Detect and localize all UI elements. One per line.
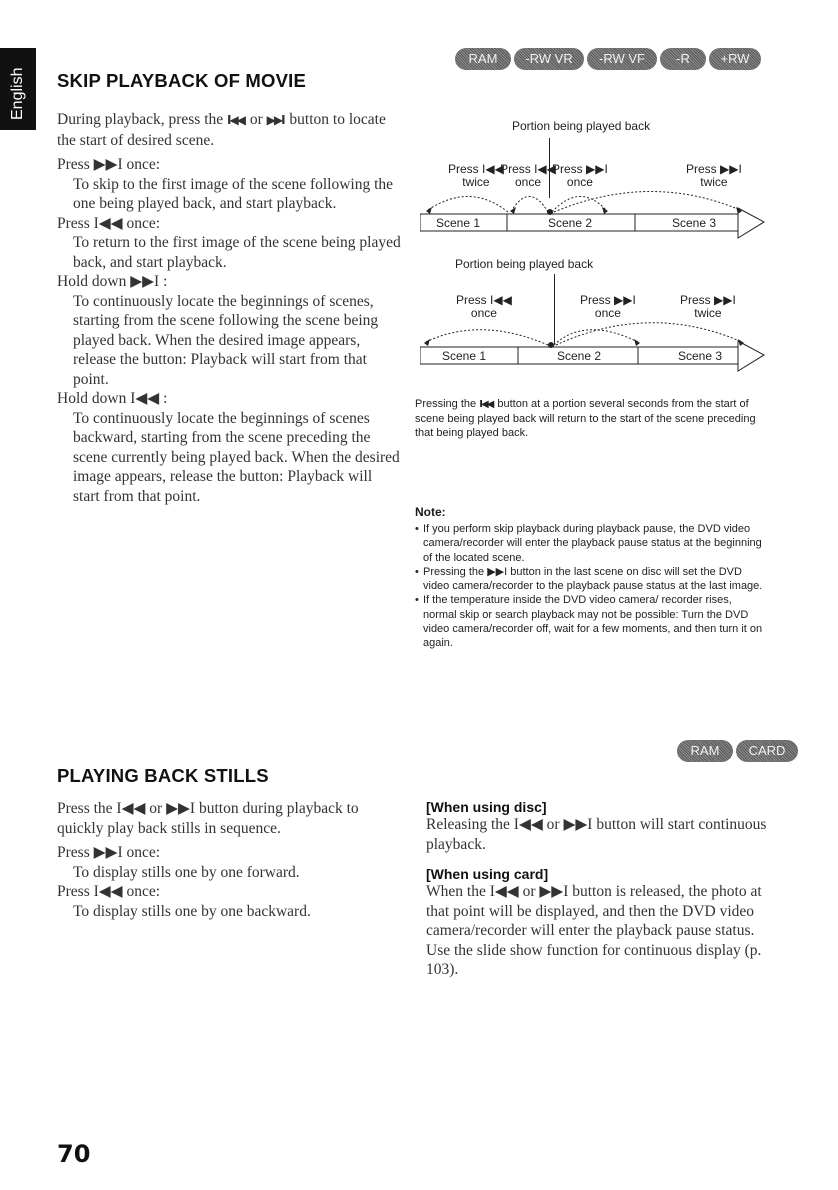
- diagram-label: Press I◀◀ once: [456, 293, 512, 320]
- media-type-badges: [677, 740, 798, 762]
- badge-r: -R: [660, 48, 706, 70]
- scene-label: Scene 2: [557, 349, 602, 363]
- item-label: Press ▶▶I once:: [57, 156, 161, 173]
- scene-strip-diagram: [420, 312, 775, 374]
- arrow-back-twice: [428, 196, 508, 212]
- item-label: Press I◀◀ once:: [57, 883, 161, 900]
- disc-text: Releasing the I◀◀ or ▶▶I button will start continuous playback.: [426, 816, 767, 853]
- item-description: To display stills one by one forward.: [73, 863, 300, 881]
- arrow-back-once: [512, 196, 548, 212]
- page-number: 70: [57, 1140, 91, 1168]
- note-list: [415, 522, 765, 651]
- disc-type-badges: [455, 48, 761, 70]
- diagram-label: Press ▶▶I once: [580, 293, 636, 320]
- playing-stills-body: [57, 799, 402, 921]
- scene-label: Scene 3: [678, 349, 723, 363]
- stills-release-info: [426, 799, 771, 980]
- next-button-icon: ▶▶I: [266, 113, 284, 127]
- item-label: Hold down I◀◀ :: [57, 390, 168, 407]
- card-text-slideshow: Use the slide show function for continuous display (p. 103).: [426, 941, 762, 978]
- scene-label: Scene 3: [672, 216, 717, 230]
- note-block: [415, 505, 765, 651]
- note-heading: Note:: [415, 505, 446, 519]
- skip-intro: During playback, press the I◀◀ or ▶▶I button to locate the start of desired scene.: [57, 111, 386, 149]
- prev-button-icon: I◀◀: [227, 113, 244, 127]
- note-item: • If the temperature inside the DVD video camera/ recorder rises, normal skip or search playback may not be possible: Turn the DVD video camera/recorder off, wait for a few moments, and then turn it on again.: [415, 593, 765, 650]
- portion-label: Portion being played back: [512, 119, 651, 133]
- stills-intro: Press the I◀◀ or ▶▶I button during playback to quickly play back stills in sequence.: [57, 800, 359, 837]
- diagram-label: Press I◀◀ once: [500, 162, 556, 189]
- item-description: To return to the first image of the scene being played back, and start playback.: [73, 234, 401, 271]
- badge-ram: RAM: [455, 48, 511, 70]
- diagram-label: Press ▶▶I twice: [686, 162, 742, 189]
- note-item: • If you perform skip playback during playback pause, the DVD video camera/recorder will enter the playback pause status at the beginning of the located scene.: [415, 522, 765, 565]
- scene-strip-diagram: [420, 180, 775, 240]
- scene-label: Scene 1: [442, 349, 487, 363]
- item-description: To display stills one by one backward.: [73, 902, 311, 920]
- item-description: To continuously locate the beginnings of scenes backward, starting from the scene preceding the scene currently being played back. When the desired image appears, release the button: Playback will start from that point.: [73, 409, 400, 505]
- arrow-forward-twice: [554, 191, 740, 212]
- disc-subheading: [When using disc]: [426, 799, 547, 815]
- card-subheading: [When using card]: [426, 866, 549, 882]
- diagram-caption: Pressing the I◀◀ button at a portion several seconds from the start of scene being played back will return to the start of the scene preceding that being played back.: [415, 398, 756, 439]
- prev-button-icon: I◀◀: [479, 399, 493, 410]
- item-label: Press I◀◀ once:: [57, 214, 161, 232]
- portion-label: Portion being played back: [455, 257, 594, 271]
- arrow-forward-twice: [556, 323, 742, 345]
- section-title-playing-stills: PLAYING BACK STILLS: [57, 765, 269, 786]
- diagram-label: Press ▶▶I once: [552, 162, 608, 189]
- item-description: To continuously locate the beginnings of scenes, starting from the scene following the scene being played back. When the desired image appears, release the button: Playback will start from that point.: [73, 292, 379, 388]
- badge-rw-vr: -RW VR: [514, 48, 584, 70]
- item-label: Press ▶▶I once:: [57, 844, 161, 861]
- section-title-skip-playback: SKIP PLAYBACK OF MOVIE: [57, 70, 307, 91]
- badge-card: CARD: [736, 740, 798, 762]
- item-label: Hold down ▶▶I :: [57, 273, 168, 290]
- badge-ram: RAM: [677, 740, 733, 762]
- skip-diagram-1: [420, 110, 775, 245]
- arrow-forward-once: [554, 330, 638, 345]
- scene-label: Scene 2: [548, 216, 593, 230]
- arrow-back-once: [426, 330, 548, 345]
- language-tab: [0, 48, 36, 130]
- card-text: When the I◀◀ or ▶▶I button is released, the photo at that point will be displayed, and then the DVD video camera/recorder will enter the playback pause status.: [426, 883, 762, 939]
- language-label: English: [9, 67, 26, 120]
- diagram-label: Press ▶▶I twice: [680, 293, 736, 320]
- item-description: To skip to the first image of the scene following the one being played back, and start playback.: [73, 175, 394, 212]
- skip-playback-body: [57, 110, 402, 506]
- badge-plus-rw: +RW: [709, 48, 761, 70]
- scene-label: Scene 1: [436, 216, 481, 230]
- badge-rw-vf: -RW VF: [587, 48, 657, 70]
- arrow-forward-once: [552, 196, 606, 212]
- skip-diagram-2: [420, 250, 775, 385]
- note-item: • Pressing the ▶▶I button in the last scene on disc will set the DVD video camera/recorder to the playback pause status at the last image.: [415, 565, 765, 594]
- diagram-label: Press I◀◀ twice: [448, 162, 504, 189]
